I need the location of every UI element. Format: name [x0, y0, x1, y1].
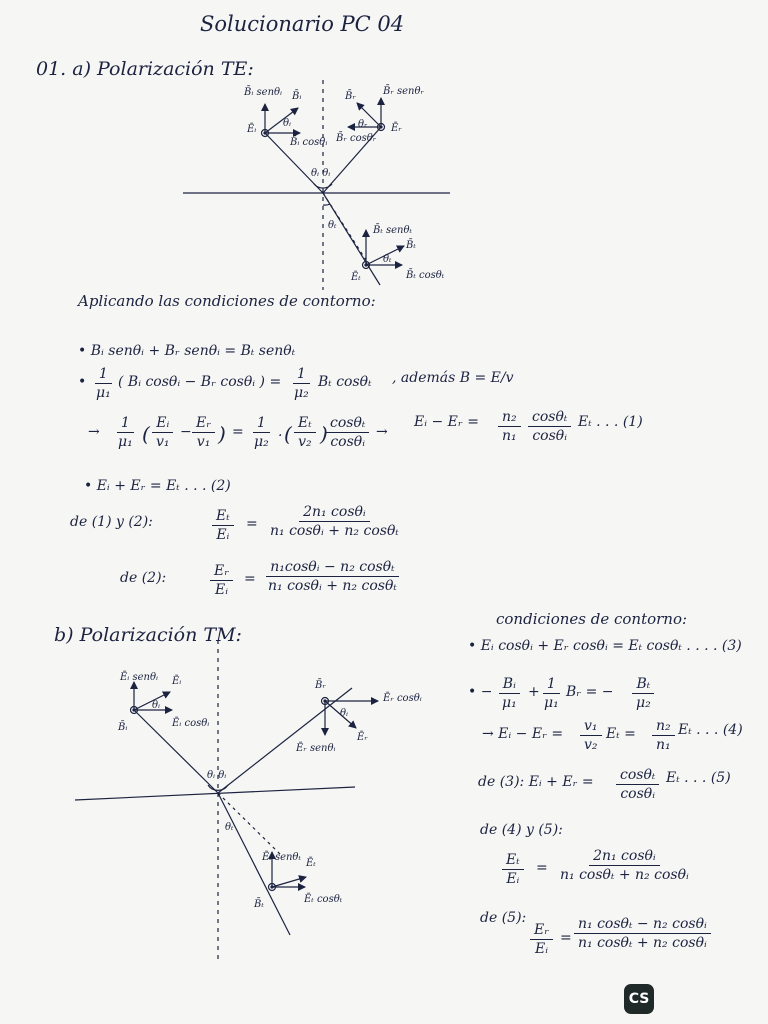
- lbl-tm-et-sen: Ēₜ senθₜ: [262, 852, 301, 863]
- lbl-te-br-sen: B̄ᵣ senθᵣ: [383, 86, 424, 97]
- lbl-te-tht: θₜ: [328, 220, 337, 231]
- lbl-tm-thi: θᵢ: [152, 700, 161, 711]
- te-eq-1: • Bᵢ senθᵢ + Bᵣ senθᵢ = Bₜ senθₜ: [78, 343, 296, 359]
- lbl-te-ei: Ēᵢ: [247, 124, 257, 135]
- tm-et-vector: [272, 877, 306, 887]
- tm-cond-title: condiciones de contorno:: [496, 610, 688, 628]
- lbl-te-bi-cos: B̄ᵢ cosθᵢ: [290, 137, 328, 148]
- tm-diagram: [75, 640, 378, 960]
- lbl-te-bi: B̄ᵢ: [292, 91, 302, 102]
- tm-eq-1: • Eᵢ cosθᵢ + Eᵣ cosθᵢ = Eₜ cosθₜ . . . . (3): [468, 638, 742, 654]
- lbl-tm-er-cos: Ēᵣ cosθᵢ: [383, 693, 422, 704]
- tm-transmitted-ray: [218, 793, 290, 935]
- lbl-te-br-cos: B̄ᵣ cosθᵣ: [336, 133, 377, 144]
- te-eq-4: • Eᵢ + Eᵣ = Eₜ . . . (2): [84, 478, 231, 494]
- te-diagram: [183, 80, 450, 290]
- te-eq2-frac2: $\frac{1}{\text{μ₂}}$: [294, 366, 309, 401]
- lbl-te-thi: θᵢ: [283, 118, 292, 129]
- lbl-te-bt-sen: B̄ₜ senθₜ: [373, 225, 412, 236]
- te-bi-vector: [265, 108, 298, 133]
- lbl-te-tht2: θₜ: [383, 254, 392, 265]
- tm-interface-line: [75, 787, 355, 800]
- intro-text: Aplicando las condiciones de contorno:: [78, 292, 376, 310]
- lbl-te-et: Ēₜ: [351, 272, 361, 283]
- lbl-te-bt: B̄ₜ: [406, 240, 416, 251]
- lbl-te-th-pair: θᵢ θᵢ: [311, 168, 331, 179]
- lbl-tm-th-pair: θᵢ θᵢ: [207, 770, 227, 781]
- lbl-tm-er: Ēᵣ: [357, 732, 368, 743]
- tm-reflected-ray: [218, 688, 352, 793]
- lbl-te-bi-sen: B̄ᵢ senθᵢ: [244, 87, 283, 98]
- lbl-tm-ei-cos: Ēᵢ cosθᵢ: [172, 718, 210, 729]
- heading-te: 01. a) Polarización TE:: [36, 58, 254, 80]
- lbl-te-bt-cos: B̄ₜ cosθₜ: [406, 270, 445, 281]
- lbl-tm-et-cos: Ēₜ cosθₜ: [304, 894, 343, 905]
- camscanner-logo: CS: [624, 984, 654, 1014]
- solution-sheet: Solucionario PC 04 01. a) Polarización TE: B̄ᵢ senθᵢ B̄ᵢ Ēᵢ θᵢ B̄ᵢ cosθᵢ B̄ᵣ B̄ᵣ senθᵣ θᵣ Ēᵣ B̄ᵣ cosθᵣ θᵢ θᵢ θₜ B̄ₜ senθₜ B̄ₜ θₜ Ēₜ B̄ₜ cosθₜ Ēᵢ senθᵢ Ēᵢ θᵢ B̄ᵢ Ēᵢ cosθᵢ B̄ᵣ Ēᵣ cosθᵢ θᵢ Ēᵣ Ēᵣ senθᵢ θᵢ θᵢ θₜ Ēₜ senθₜ Ēₜ B̄ₜ Ēₜ cosθₜ Aplicando las condiciones de contorno: • Bᵢ senθᵢ + Bᵣ senθᵢ = Bₜ senθₜ • $\frac{1}{\text{μ₁}}$ ( Bᵢ cosθᵢ − Bᵣ cosθᵢ ) = $\frac{1}{\text{μ₂}}$ Bₜ cosθₜ , además B = E/v → $\frac{1}{\text{μ₁}}$ ( $\frac{\text{Eᵢ}}{\text{v₁}}$ − $\frac{\text{Eᵣ}}{\text{v₁}}$ ) = $\frac{1}{\text{μ₂}}$ . ( $\frac{\text{Eₜ}}{\text{v₂}}$ ) $\frac{\text{cosθₜ}}{\text{cosθᵢ}}$ → Eᵢ − Eᵣ = $\frac{\text{n₂}}{\text{n₁}}$ $\frac{\text{cosθₜ}}{\text{cosθᵢ}}$ Eₜ . . . (1) • Eᵢ + Eᵣ = Eₜ . . . (2) de (1) y (2): $\frac{\text{Eₜ}}{\text{Eᵢ}}$ = $\frac{\text{2n₁ cosθᵢ}}{\text{n₁ cosθᵢ + n₂ cosθₜ}}$ de (2): $\frac{\text{Eᵣ}}{\text{Eᵢ}}$ = $\frac{\text{n₁cosθᵢ − n₂ cosθₜ}}{\text{n₁ cosθᵢ + n₂ cosθₜ}}$ b) Polarización TM: condiciones de contorno: • Eᵢ cosθᵢ + Eᵣ cosθᵢ = Eₜ cosθₜ . . . . (3) • − $\frac{\text{Bᵢ}}{\text{μ₁}}$ + $\frac{1}{\text{μ₁}}$ Bᵣ = − $\frac{\text{Bₜ}}{\text{μ₂}}$ → Eᵢ − Eᵣ = $\frac{\text{v₁}}{\text{v₂}}$ Eₜ = $\frac{\text{n₂}}{\text{n₁}}$ Eₜ . . . (4) de (3): Eᵢ + Eᵣ = $\frac{\text{cosθₜ}}{\text{cosθᵢ}}$ Eₜ . . . (5) de (4) y (5): $\frac{\text{Eₜ}}{\text{Eᵢ}}$ = $\frac{\text{2n₁ cosθᵢ}}{\text{n₁ cosθₜ + n₂ cosθᵢ}}$ de (5): $\frac{\text{Eᵣ}}{\text{Eᵢ}}$ = $\frac{\text{n₁ cosθₜ − n₂ cosθᵢ}}{\text{n₁ cosθₜ + n₂ cosθᵢ}}$ CS: [0, 0, 768, 1024]
- lbl-tm-ei: Ēᵢ: [172, 676, 182, 687]
- lbl-tm-thr: θᵢ: [340, 708, 349, 719]
- lbl-te-br: B̄ᵣ: [345, 91, 356, 102]
- tm-res1-label: de (4) y (5):: [480, 822, 563, 838]
- lbl-tm-bt: B̄ₜ: [254, 899, 264, 910]
- lbl-tm-bi: B̄ᵢ: [118, 722, 128, 733]
- lbl-te-thr: θᵣ: [358, 119, 368, 130]
- lbl-tm-et: Ēₜ: [306, 858, 316, 869]
- te-labels: [243, 85, 445, 283]
- heading-tm: b) Polarización TM:: [54, 624, 242, 646]
- lbl-tm-tht: θₜ: [225, 822, 234, 833]
- lbl-te-er: Ēᵣ: [391, 123, 402, 134]
- lbl-tm-br: B̄ᵣ: [315, 680, 326, 691]
- lbl-tm-er-sen: Ēᵣ senθᵢ: [296, 743, 336, 754]
- lbl-tm-ei-sen: Ēᵢ senθᵢ: [120, 672, 159, 683]
- te-eq2-frac1: $\frac{1}{\text{μ₁}}$: [96, 366, 111, 401]
- page-title: Solucionario PC 04: [200, 12, 405, 36]
